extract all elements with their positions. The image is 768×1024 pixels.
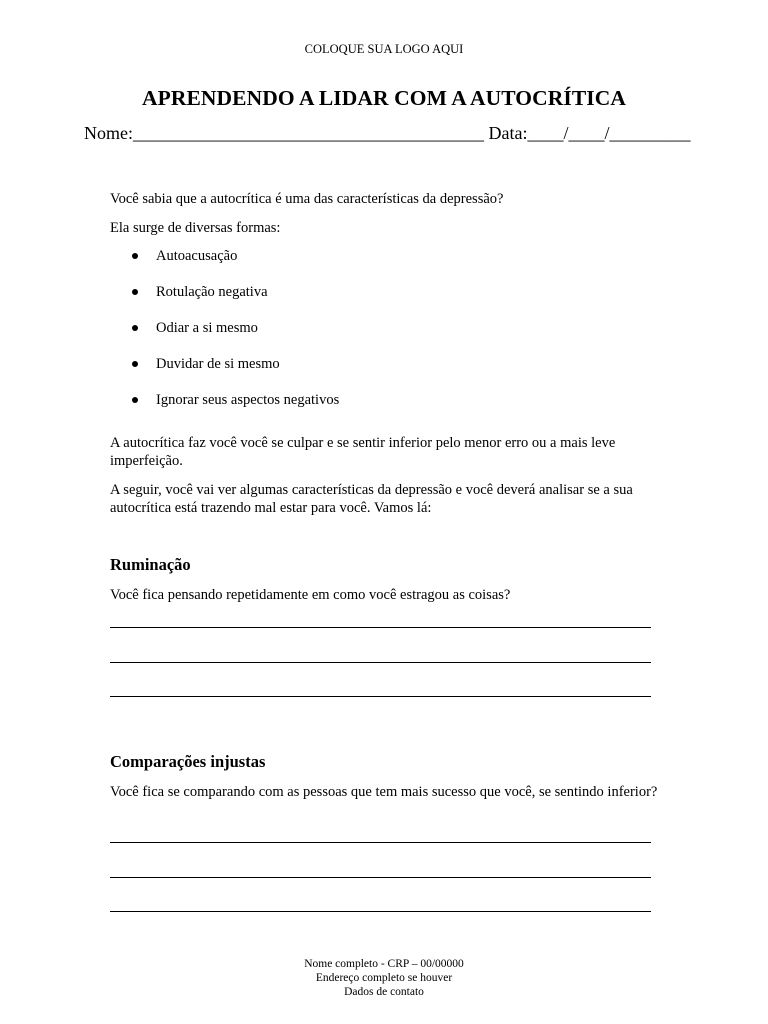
section-heading-ruminacao: Ruminação <box>110 555 191 574</box>
list-item-label: Ignorar seus aspectos negativos <box>156 392 340 408</box>
list-item <box>132 246 339 282</box>
list-item <box>132 390 339 426</box>
bullet-icon <box>132 397 138 403</box>
paragraph-autocritica: A autocrítica faz você você se culpar e se sentir inferior pelo menor erro ou a mais leve imperfeição. <box>110 435 616 469</box>
intro-question: Você sabia que a autocrítica é uma das características da depressão? <box>110 191 504 207</box>
forms-intro: Ela surge de diversas formas: <box>110 220 281 236</box>
list-item <box>132 354 339 390</box>
logo-placeholder: COLOQUE SUA LOGO AQUI <box>304 42 464 56</box>
paragraph-instructions: A seguir, você vai ver algumas características da depressão e você deverá analisar se a sua autocrítica está trazendo mal estar para você. Vamos lá: <box>110 482 633 516</box>
answer-line[interactable] <box>110 696 651 697</box>
section-question-ruminacao: Você fica pensando repetidamente em como você estragou as coisas? <box>110 587 511 603</box>
answer-line[interactable] <box>110 627 651 628</box>
page-title: APRENDENDO A LIDAR COM A AUTOCRÍTICA <box>141 86 627 110</box>
name-date-line: Nome:_______________________________________ Data:____/____/_________ <box>84 123 691 143</box>
bullet-icon <box>132 361 138 367</box>
footer-address: Endereço completo se houver <box>315 972 453 984</box>
section-question-comparacoes: Você fica se comparando com as pessoas que tem mais sucesso que você, se sentindo inferior? <box>110 784 658 800</box>
bullet-icon <box>132 253 138 259</box>
list-item-label: Rotulação negativa <box>156 284 268 300</box>
list-item-label: Autoacusação <box>156 248 238 264</box>
bullet-icon <box>132 289 138 295</box>
list-item <box>132 318 339 354</box>
answer-line[interactable] <box>110 662 651 663</box>
bullet-icon <box>132 325 138 331</box>
section-heading-comparacoes: Comparações injustas <box>110 752 266 771</box>
list-item <box>132 282 339 318</box>
answer-line[interactable] <box>110 911 651 912</box>
answer-line[interactable] <box>110 842 651 843</box>
footer-name-crp: Nome completo - CRP – 00/00000 <box>304 958 464 970</box>
footer-contact: Dados de contato <box>344 986 424 998</box>
list-item-label: Odiar a si mesmo <box>156 320 258 336</box>
forms-list <box>132 246 339 426</box>
answer-line[interactable] <box>110 877 651 878</box>
list-item-label: Duvidar de si mesmo <box>156 356 280 372</box>
